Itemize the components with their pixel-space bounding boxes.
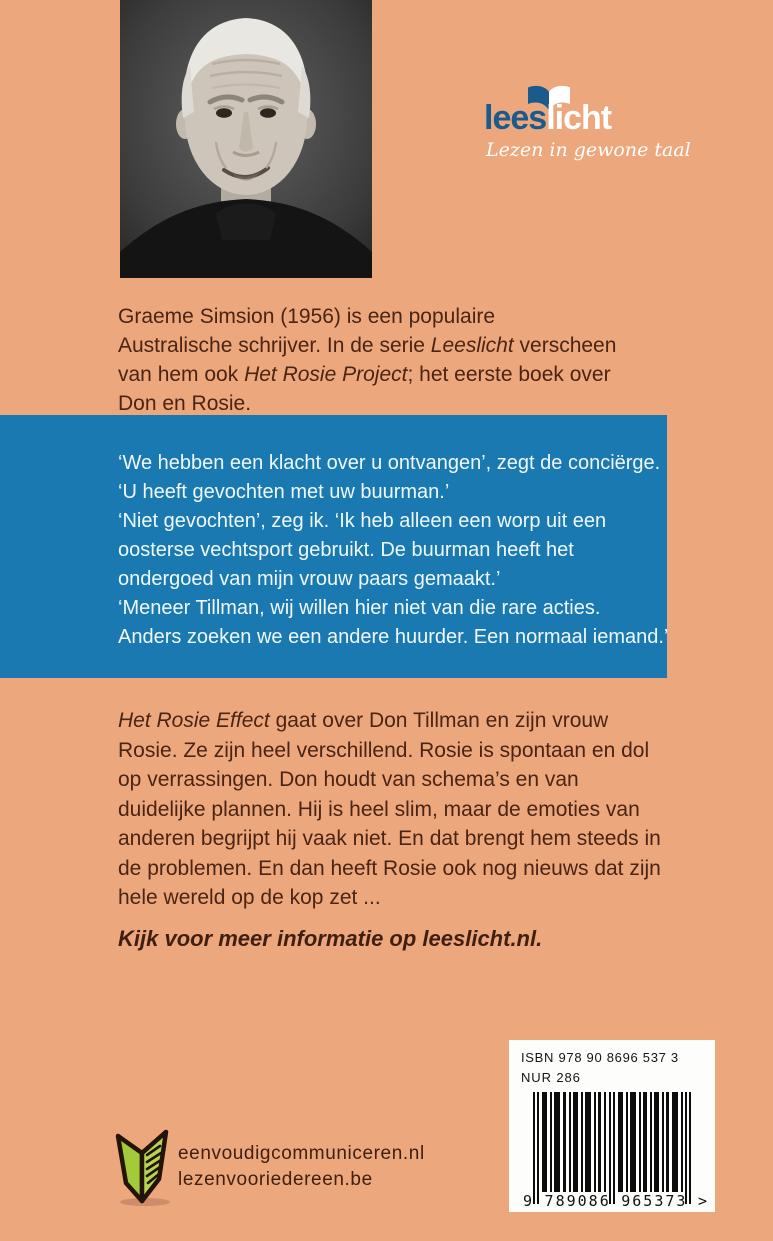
quote-line: Anders zoeken we een andere huurder. Een normaal iemand.’ — [118, 626, 669, 648]
imprint-logo — [111, 1127, 173, 1207]
publisher-wordmark — [484, 101, 611, 135]
bio-text: Graeme Simsion (1956) is een populaire Australische schrijver. In de serie — [118, 305, 506, 357]
author-bio — [118, 302, 623, 418]
quote-line: ondergoed van mijn vrouw paars gemaakt.’ — [118, 568, 501, 590]
quote-line: ‘We hebben een klacht over u ontvangen’, zegt de conciërge. — [118, 452, 661, 474]
info-line: Kijk voor meer informatie op leeslicht.nl. — [118, 926, 543, 951]
barcode — [523, 1092, 709, 1212]
bio-text: verscheen van hem ook — [118, 334, 623, 386]
quote-line: oosterse vechtsport gebruikt. De buurman heeft het — [118, 539, 574, 561]
author-portrait-illustration — [120, 0, 372, 278]
synopsis-book-title: Het Rosie Effect — [118, 709, 270, 732]
quote-line: ‘Niet gevochten’, zeg ik. ‘Ik heb alleen een worp uit een — [118, 510, 607, 532]
publisher-tagline: Lezen in gewone taal — [486, 139, 691, 161]
url-eenvoudigcommuniceren: eenvoudigcommuniceren.nl — [178, 1143, 425, 1164]
bio-book-title: Het Rosie Project — [244, 363, 408, 386]
quote-line: ‘U heeft gevochten met uw buurman.’ — [118, 481, 450, 503]
nur-number: NUR 286 — [521, 1070, 581, 1085]
barcode-digit-group1: 789086 — [544, 1192, 611, 1210]
quote-line: ‘Meneer Tillman, wij willen hier niet van die rare acties. — [118, 597, 601, 619]
wordmark-lees: lees — [484, 99, 547, 137]
synopsis — [118, 706, 670, 913]
publisher-logo — [484, 84, 724, 169]
barcode-digits — [523, 1192, 709, 1210]
quote-text — [118, 449, 668, 652]
publisher-urls — [178, 1141, 425, 1193]
quote-box — [0, 415, 667, 678]
author-photo — [120, 0, 372, 278]
barcode-arrow: > — [697, 1192, 709, 1210]
bio-text: ; het eerste boek over Don en Rosie. — [118, 363, 617, 415]
barcode-digit-lead: 9 — [523, 1192, 535, 1210]
wordmark-licht: licht — [546, 99, 612, 137]
synopsis-text: gaat over Don Tillman en zijn vrouw Rosie. Ze zijn heel verschillend. Rosie is spontaan en dol op verrassingen. Don houdt van schema’s en van duidelijke plannen. Hij is heel slim, maar de emoties van anderen begrijpt hij vaak niet. En dat brengt hem steeds in de problemen. En dan heeft Rosie ook nog nieuws dat zijn hele wereld op de kop zet ... — [118, 709, 667, 909]
isbn-box — [509, 1040, 715, 1212]
green-open-book-icon — [111, 1127, 173, 1207]
url-lezenvooriedereen: lezenvooriedereen.be — [178, 1169, 373, 1190]
barcode-digit-group2: 965373 — [621, 1192, 688, 1210]
isbn-number: ISBN 978 90 8696 537 3 — [521, 1050, 679, 1065]
bio-series-title: Leeslicht — [430, 334, 514, 357]
